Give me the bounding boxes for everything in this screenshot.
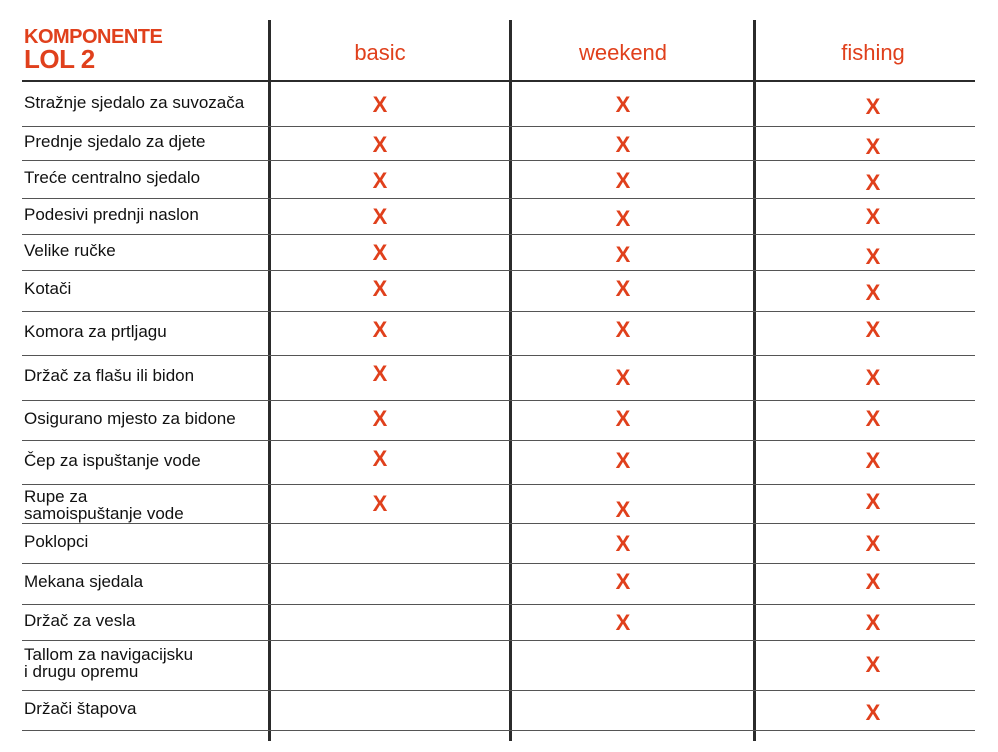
check-mark-fishing: X (865, 317, 881, 342)
check-mark-fishing: X (865, 531, 881, 556)
check-mark-basic: X (372, 240, 388, 265)
row-label-line: Treće centralno sjedalo (24, 167, 201, 187)
row-divider (22, 355, 975, 356)
row-label-line: Poklopci (24, 531, 89, 551)
row-label (24, 488, 184, 522)
row-label-line: Držači štapova (24, 698, 137, 718)
check-mark-fishing: X (865, 652, 881, 677)
row-label-line: Čep za ispuštanje vode (24, 450, 201, 470)
row-divider (22, 690, 975, 691)
check-mark-fishing: X (865, 569, 881, 594)
row-label-line: Komora za prtljagu (24, 321, 167, 341)
check-mark-basic: X (372, 317, 388, 342)
check-mark-fishing: X (865, 244, 881, 269)
check-mark-fishing: X (865, 700, 881, 725)
row-label-line: Tallom za navigacijsku (24, 645, 194, 664)
row-divider (22, 198, 975, 199)
row-label-line: Kotači (24, 279, 72, 298)
row-label-line: samoispuštanje vode (24, 504, 184, 523)
check-mark-fishing: X (865, 94, 881, 119)
column-header-weekend: weekend (578, 40, 668, 65)
row-divider (22, 604, 975, 605)
row-label (24, 533, 88, 550)
row-label (24, 573, 143, 590)
row-divider (22, 563, 975, 564)
row-divider (22, 523, 975, 524)
check-mark-weekend: X (615, 406, 631, 431)
check-mark-basic: X (372, 92, 388, 117)
check-mark-weekend: X (615, 276, 631, 301)
row-divider (22, 234, 975, 235)
row-divider (22, 484, 975, 485)
table-subtitle: LOL 2 (24, 44, 95, 74)
row-divider (22, 440, 975, 441)
check-mark-weekend: X (615, 92, 631, 117)
row-divider (22, 126, 975, 127)
check-mark-fishing: X (865, 134, 881, 159)
check-mark-weekend: X (615, 531, 631, 556)
column-divider (268, 20, 271, 741)
row-label-line: Rupe za (24, 487, 88, 506)
header-divider (22, 80, 975, 82)
check-mark-basic: X (372, 132, 388, 157)
check-mark-basic: X (372, 204, 388, 229)
row-label (24, 646, 193, 680)
column-divider (753, 20, 756, 741)
row-label-line: Držač za flašu ili bidon (24, 366, 195, 385)
check-mark-fishing: X (865, 170, 881, 195)
check-mark-weekend: X (615, 206, 631, 231)
check-mark-fishing: X (865, 406, 881, 431)
row-label-line: Velike ručke (24, 240, 116, 260)
row-label (24, 94, 244, 111)
check-mark-weekend: X (615, 497, 631, 522)
row-divider (22, 640, 975, 641)
check-mark-basic: X (372, 446, 388, 471)
row-label-line: Prednje sjedalo za djete (24, 131, 206, 151)
check-mark-basic: X (372, 491, 388, 516)
check-mark-weekend: X (615, 132, 631, 157)
check-mark-weekend: X (615, 365, 631, 390)
row-label (24, 280, 71, 297)
row-label (24, 700, 136, 717)
row-divider (22, 270, 975, 271)
check-mark-basic: X (372, 276, 388, 301)
row-label-line: Mekana sjedala (24, 572, 144, 591)
check-mark-fishing: X (865, 365, 881, 390)
column-header-fishing: fishing (841, 40, 905, 65)
check-mark-fishing: X (865, 280, 881, 305)
row-label-line: Držač za vesla (24, 610, 136, 630)
check-mark-basic: X (372, 168, 388, 193)
column-header-basic: basic (354, 40, 406, 65)
column-divider (509, 20, 512, 741)
row-label (24, 323, 167, 340)
row-divider (22, 160, 975, 161)
row-label (24, 452, 201, 469)
check-mark-fishing: X (865, 610, 881, 635)
check-mark-weekend: X (615, 610, 631, 635)
row-label-line: Osigurano mjesto za bidone (24, 408, 236, 428)
row-divider (22, 400, 975, 401)
row-label (24, 133, 205, 150)
row-divider (22, 730, 975, 731)
check-mark-weekend: X (615, 242, 631, 267)
row-label-line: i drugu opremu (24, 662, 139, 681)
check-mark-weekend: X (615, 317, 631, 342)
check-mark-fishing: X (865, 489, 881, 514)
check-mark-basic: X (372, 406, 388, 431)
table-title: KOMPONENTE (24, 26, 163, 48)
check-mark-fishing: X (865, 204, 881, 229)
check-mark-fishing: X (865, 448, 881, 473)
row-label (24, 169, 200, 186)
row-label-line: Stražnje sjedalo za suvozača (24, 92, 245, 112)
row-label (24, 242, 116, 259)
check-mark-weekend: X (615, 569, 631, 594)
row-label (24, 206, 199, 223)
row-divider (22, 311, 975, 312)
row-label (24, 367, 194, 384)
row-label-line: Podesivi prednji naslon (24, 204, 199, 224)
row-label (24, 612, 135, 629)
row-label (24, 410, 236, 427)
check-mark-basic: X (372, 361, 388, 386)
check-mark-weekend: X (615, 168, 631, 193)
check-mark-weekend: X (615, 448, 631, 473)
